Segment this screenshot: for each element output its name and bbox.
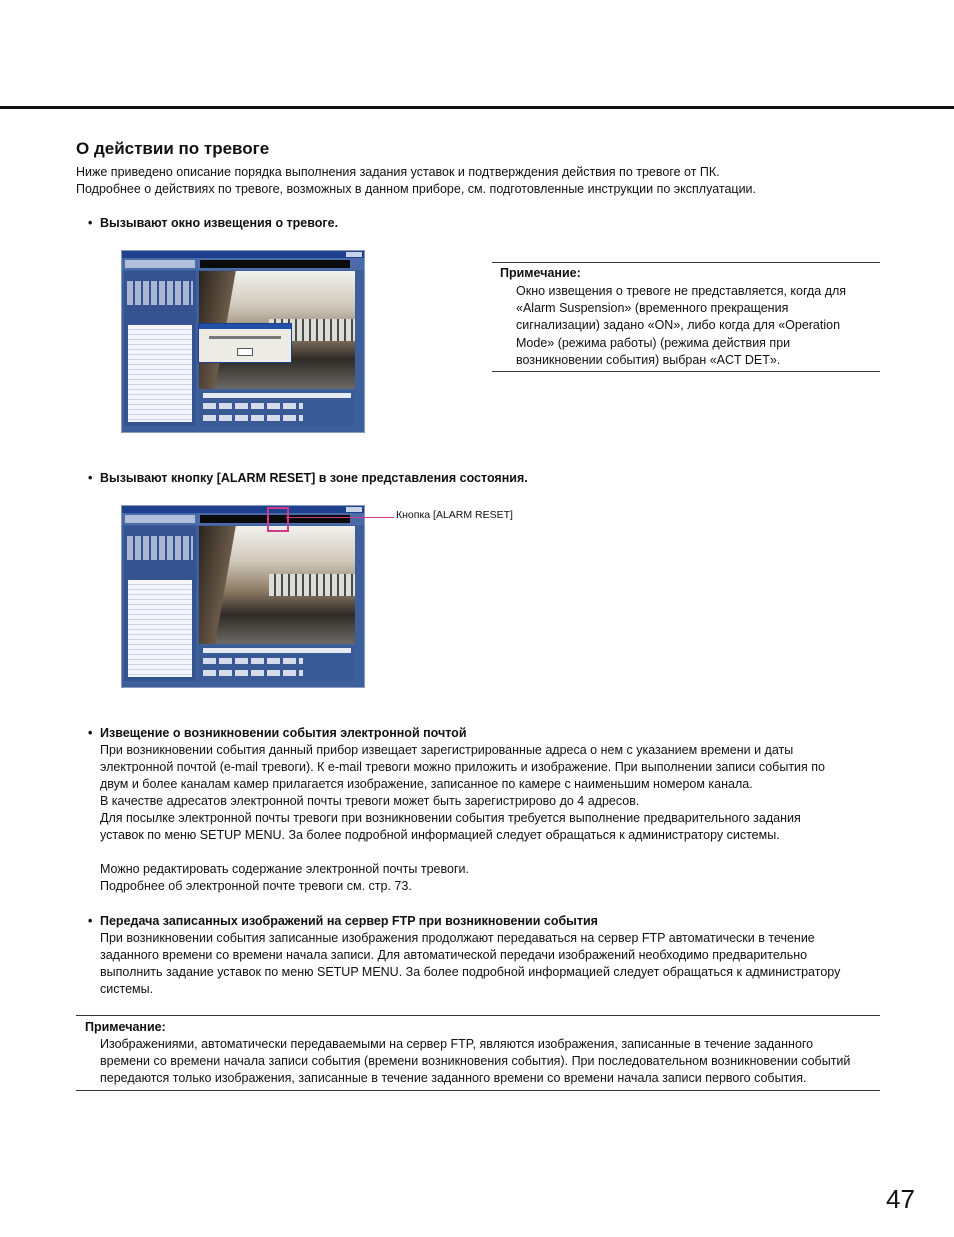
event-list [128,325,192,422]
event-list [128,580,192,677]
alarm-reset-highlight [267,507,289,532]
time-bar [203,393,351,398]
body-line: При возникновении события записанные изображения продолжают передаваться на сервер FTP автоматически в течение [100,931,815,945]
playback-buttons [203,658,303,664]
window-buttons [346,252,362,257]
body-line: При возникновении события данный прибор извещает зарегистрированные адреса о нем с указанием времени и даты [100,743,794,757]
bullet-text: Вызывают кнопку [ALARM RESET] в зоне представления состояния. [100,471,528,485]
note-title: Примечание: [85,1020,166,1034]
window-titlebar [122,506,364,513]
window-titlebar [122,251,364,258]
bullet-open-alarm-window [88,216,338,230]
note-line: Mode» (режима работы) (режима действия при [516,335,791,350]
ftp-section [88,913,890,998]
popup-ok-button [237,348,253,356]
body-line: электронной почтой (e-mail тревоги). К e-mail тревоги можно приложить и изображение. При выполнении записи события по [100,760,825,774]
body-line: заданного времени со времени начала записи. Для автоматической передачи изображений необходимо предварительно [100,948,808,962]
note-title: Примечание: [500,266,581,280]
callout-line [286,517,394,518]
note-line: сигнализации) задано «ON», либо когда для «Operation [516,318,841,333]
time-bar [203,648,351,653]
note-line: «Alarm Suspension» (временного прекращения [516,301,789,316]
alarm-notification-popup [198,323,292,363]
playback-buttons [203,403,303,409]
screenshot-alarm-window [121,250,365,433]
note-box-2 [76,1015,880,1091]
spacer [100,844,890,861]
popup-message [209,336,281,339]
recorder-logo [125,260,195,268]
station-roof [199,526,259,644]
bullet-dot: • [88,216,93,230]
note-line: Изображениями, автоматически передаваемыми на сервер FTP, являются изображения, записанные в течение заданного [100,1037,814,1051]
bullet-alarm-reset [88,471,528,485]
note-line: возникновении события) выбран «ACT DET». [516,352,781,367]
note-body [100,1036,850,1087]
page-number: 47 [886,1184,915,1214]
bullet-dot: • [88,471,93,485]
body-line: двум и более каналам камер прилагается изображение, записанное по камере с наименьшим номером канала. [100,777,753,791]
callout-label: Кнопка [ALARM RESET] [396,509,513,521]
body-line: выполнить задание уставок по меню SETUP MENU. За более подробной информацией следует обращаться к администратору [100,965,841,979]
screenshot-status-area [121,505,365,688]
recorder-logo [125,515,195,523]
intro-paragraph [76,164,876,198]
body-line: системы. [100,982,154,996]
playback-controls [199,646,355,681]
note-line: передаются только изображения, записанные в течение заданного времени со времени начала записи первого события. [100,1071,807,1085]
playback-buttons [203,670,303,676]
bullet-text: Вызывают окно извещения о тревоге. [100,216,339,230]
status-display [200,260,350,268]
body-line: Для посылке электронной почты тревоги при возникновении события требуется выполнение предварительного задания [100,811,801,825]
camera-image [199,526,355,644]
body-line: уставок по меню SETUP MENU. За более подробной информацией следует обращаться к администратору системы. [100,828,780,842]
body-line: В качестве адресатов электронной почты тревоги может быть зарегистрирово до 4 адресов. [100,794,640,808]
recorder-header [122,513,364,525]
camera-buttons [127,536,193,560]
top-rule [0,106,954,109]
playback-controls [199,391,355,426]
body-line: Можно редактировать содержание электронной почты тревоги. [100,862,469,876]
email-section [88,725,890,895]
email-heading: • Извещение о возникновении события электронной почтой [88,726,467,740]
control-panel [124,526,196,681]
section-title: О действии по тревоге [76,139,270,158]
window-buttons [346,507,362,512]
train [269,574,355,596]
playback-buttons [203,415,303,421]
note-box-1 [492,262,880,372]
control-panel [124,271,196,426]
recorder-header [122,258,364,270]
ftp-heading: • Передача записанных изображений на сервер FTP при возникновении события [88,914,598,928]
camera-buttons [127,281,193,305]
note-body [516,283,846,369]
popup-titlebar [199,324,291,329]
intro-line: Подробнее о действиях по тревоге, возможных в данном приборе, см. подготовленные инструкции по эксплуатации. [76,182,757,196]
intro-line: Ниже приведено описание порядка выполнения задания уставок и подтверждения действия по тревоге от ПК. [76,165,720,179]
note-line: времени со времени начала записи события (времени возникновения события). При последовательном возникновении событий [100,1054,851,1068]
body-line: Подробнее об электронной почте тревоги см. стр. 73. [100,879,412,893]
note-line: Окно извещения о тревоге не представляется, когда для [516,284,847,298]
